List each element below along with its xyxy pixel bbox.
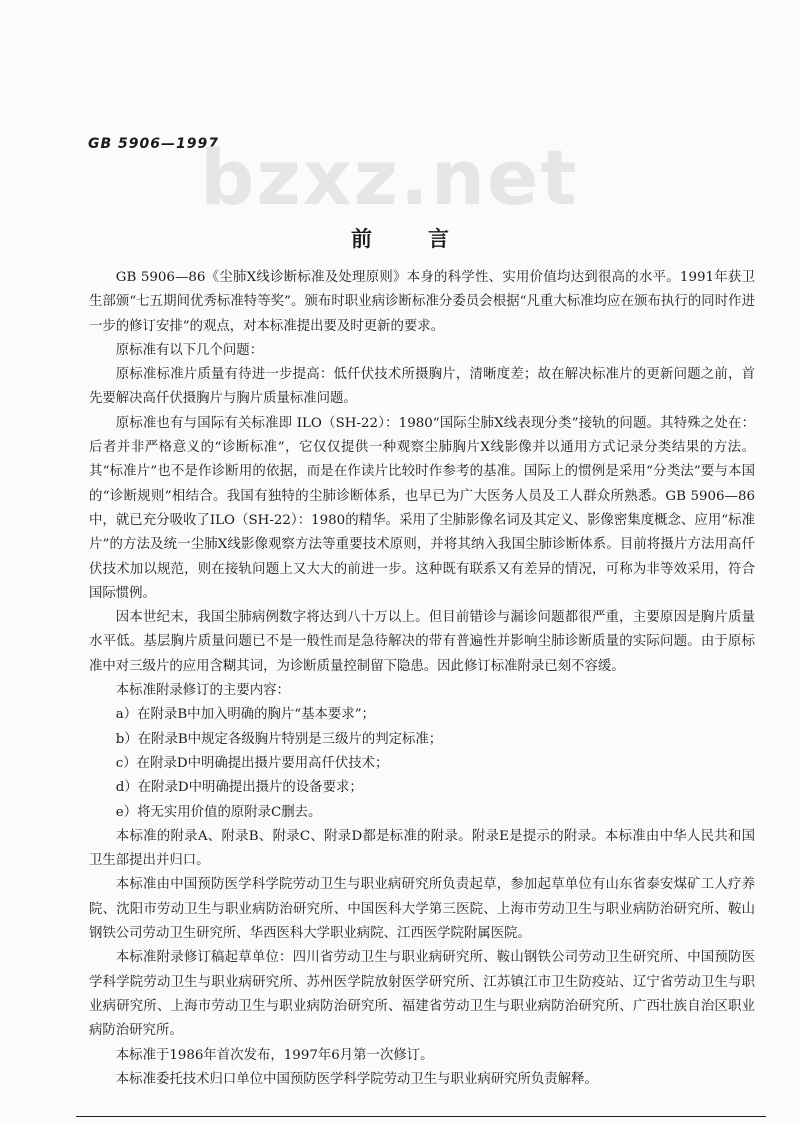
standard-code: GB 5906—1997 [88,136,219,152]
page-title: 前言 [351,227,505,251]
list-item: e）将无实用价值的原附录C删去。 [115,804,322,820]
paragraph: 本标准附录修订的主要内容： [115,683,290,699]
paragraph: 本标准附录修订稿起草单位：四川省劳动卫生与职业病研究所、鞍山钢铁公司劳动卫生研究所、中国预防医学科学院劳动卫生与职业病研究所、苏州医学院放射医学研究所、江苏镇江市卫生防疫站、辽宁省劳动卫生与职业病研究所、上海市劳动卫生与职业病防治研究所、福建省劳动卫生与职业病防治研究所、广西壮族自治区职业病防治研究所。 [89,950,755,1039]
paragraph: 因本世纪末，我国尘肺病例数字将达到八十万以上。但目前错诊与漏诊问题都很严重，主要原因是胸片质量水平低。基层胸片质量问题已不是一般性而是急待解决的带有普遍性并影响尘肺诊断质量的实际问题。由于原标准中对三级片的应用含糊其词，为诊断质量控制留下隐患。因此修订标准附录已刻不容缓。 [89,610,755,674]
paragraph: 本标准由中国预防医学科学院劳动卫生与职业病研究所负责起草，参加起草单位有山东省泰安煤矿工人疗养院、沈阳市劳动卫生与职业病防治研究所、中国医科大学第三医院、上海市劳动卫生与职业病防治研究所、鞍山钢铁公司劳动卫生研究所、华西医科大学职业病院、江西医学院附属医院。 [89,877,755,942]
paragraph: 本标准委托技术归口单位中国预防医学科学院劳动卫生与职业病研究所负责解释。 [115,1071,598,1087]
watermark: bzxz.net [200,133,579,222]
paragraph: GB 5906—86《尘肺X线诊断标准及处理原则》本身的科学性、实用价值均达到很高的水平。1991年获卫生部颁“七五期间优秀标准特等奖”。颁布时职业病诊断标准分委员会根据“凡重大标准均应在颁布执行的同时作进一步的修订安排”的观点，对本标准提出要及时更新的要求。 [89,270,755,334]
paragraph: 原标准标准片质量有待进一步提高：低仟伏技术所摄胸片，清晰度差；故在解决标准片的更新问题之前，首先要解决高仟伏摄胸片与胸片质量标准问题。 [89,367,755,407]
paragraph: 原标准也有与国际有关标准即 ILO（SH-22）：1980“国际尘肺X线表现分类”接轨的问题。其特殊之处在：后者并非严格意义的“诊断标准”，它仅仅提供一种观察尘肺胸片X线影像并以通用方式记录分类结果的方法。其“标准片”也不是作诊断用的依据，而是在作读片比较时作参考的基准。国际上的惯例是采用“分类法”要与本国的“诊断规则”相结合。我国有独特的尘肺诊断体系，也早已为广大医务人员及工人群众所熟悉。GB 5906—86中，就已充分吸收了ILO（SH-22）：1980的精华。采用了尘肺影像名词及其定义、影像密集度概念、应用“标准片”的方法及统一尘肺X线影像观察方法等重要技术原则，并将其纳入我国尘肺诊断体系。目前将摄片方法用高仟伏技术加以规范，则在接轨问题上又大大的前进一步。这种既有联系又有差异的情况，可称为非等效采用，符合国际惯例。 [89,415,755,601]
list-item: c）在附录D中明确提出摄片要用高仟伏技术； [115,755,389,771]
list-item: a）在附录B中加入明确的胸片“基本要求”； [115,707,375,723]
paragraph: 原标准有以下几个问题： [115,342,264,358]
paragraph: 本标准于1986年首次发布，1997年6月第一次修订。 [115,1047,434,1063]
footer-divider [76,1116,766,1117]
list-item: d）在附录D中明确提出摄片的设备要求； [115,780,363,796]
list-item: b）在附录B中规定各级胸片特别是三级片的判定标准； [115,731,443,747]
paragraph: 本标准的附录A、附录B、附录C、附录D都是标准的附录。附录E是提示的附录。本标准由中华人民共和国卫生部提出并归口。 [89,828,755,869]
preface-body [89,266,755,1092]
